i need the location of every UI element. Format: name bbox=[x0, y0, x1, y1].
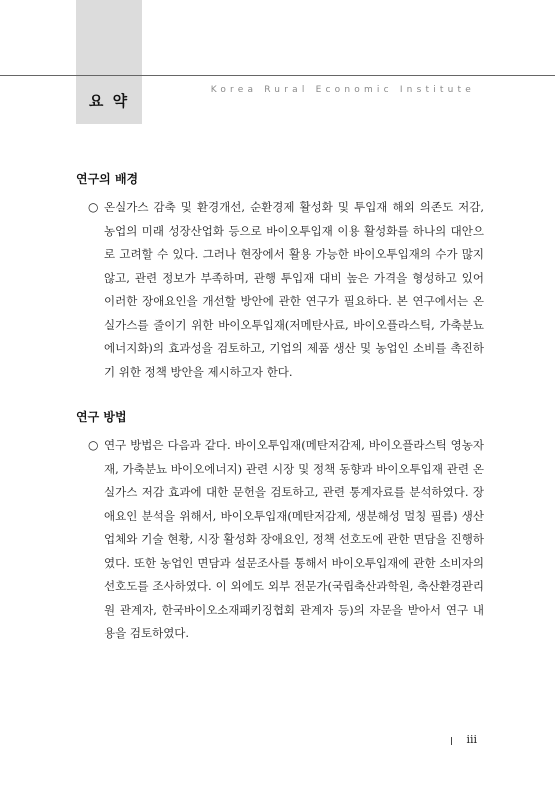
institute-name: Korea Rural Economic Institute bbox=[210, 85, 475, 95]
page-number-separator bbox=[451, 737, 452, 745]
header-divider bbox=[0, 75, 555, 76]
paragraph-background: 온실가스 감축 및 환경개선, 순환경제 활성화 및 투입재 해외 의존도 저감, 농업의 미래 성장산업화 등으로 바이오투입재 이용 활성화를 하나의 대안으로 고려할 수 있다. 그러나 현장에서 활용 가능한 바이오투입재의 수가 많지 않고, 관련 정보가 부족하며, 관행 투입재 대비 높은 가격을 형성하고 있어 이러한 장애요인을 개선할 방안에 관한 연구가 필요하다. 본 연구에서는 온실가스를 줄이기 위한 바이오투입재(저메탄사료, 바이오플라스틱, 가축분뇨 에너지화)의 효과성을 검토하고, 기업의 제품 생산 및 농업인 소비를 촉진하기 위한 정책 방안을 제시하고자 한다. bbox=[104, 200, 484, 379]
paragraph-method: 연구 방법은 다음과 같다. 바이오투입재(메탄저감제, 바이오플라스틱 영농자재, 가축분뇨 바이오에너지) 관련 시장 및 정책 동향과 바이오투입재 관련 온실가스 저감 효과에 대한 문헌을 검토하고, 관련 통계자료를 분석하였다. 장애요인 분석을 위해서, 바이오투입재(메탄저감제, 생분해성 멀칭 필름) 생산업체와 기술 현황, 시장 활성화 장애요인, 정책 선호도에 관한 면담을 진행하였다. 또한 농업인 면담과 설문조사를 통해서 바이오투입재에 관한 소비자의 선호도를 조사하였다. 이 외에도 외부 전문가(국립축산과학원, 축산환경관리원 관계자, 한국바이오소재패키징협회 관계자 등)의 자문을 받아서 연구 내용을 검토하였다. bbox=[104, 438, 484, 640]
page-title: 요 약 bbox=[88, 92, 130, 110]
bullet-icon: ○ bbox=[88, 438, 99, 452]
section-heading-method: 연구 방법 bbox=[76, 410, 127, 424]
section-heading-background: 연구의 배경 bbox=[76, 172, 139, 186]
page-number: iii bbox=[466, 733, 477, 746]
bullet-icon: ○ bbox=[88, 200, 99, 214]
